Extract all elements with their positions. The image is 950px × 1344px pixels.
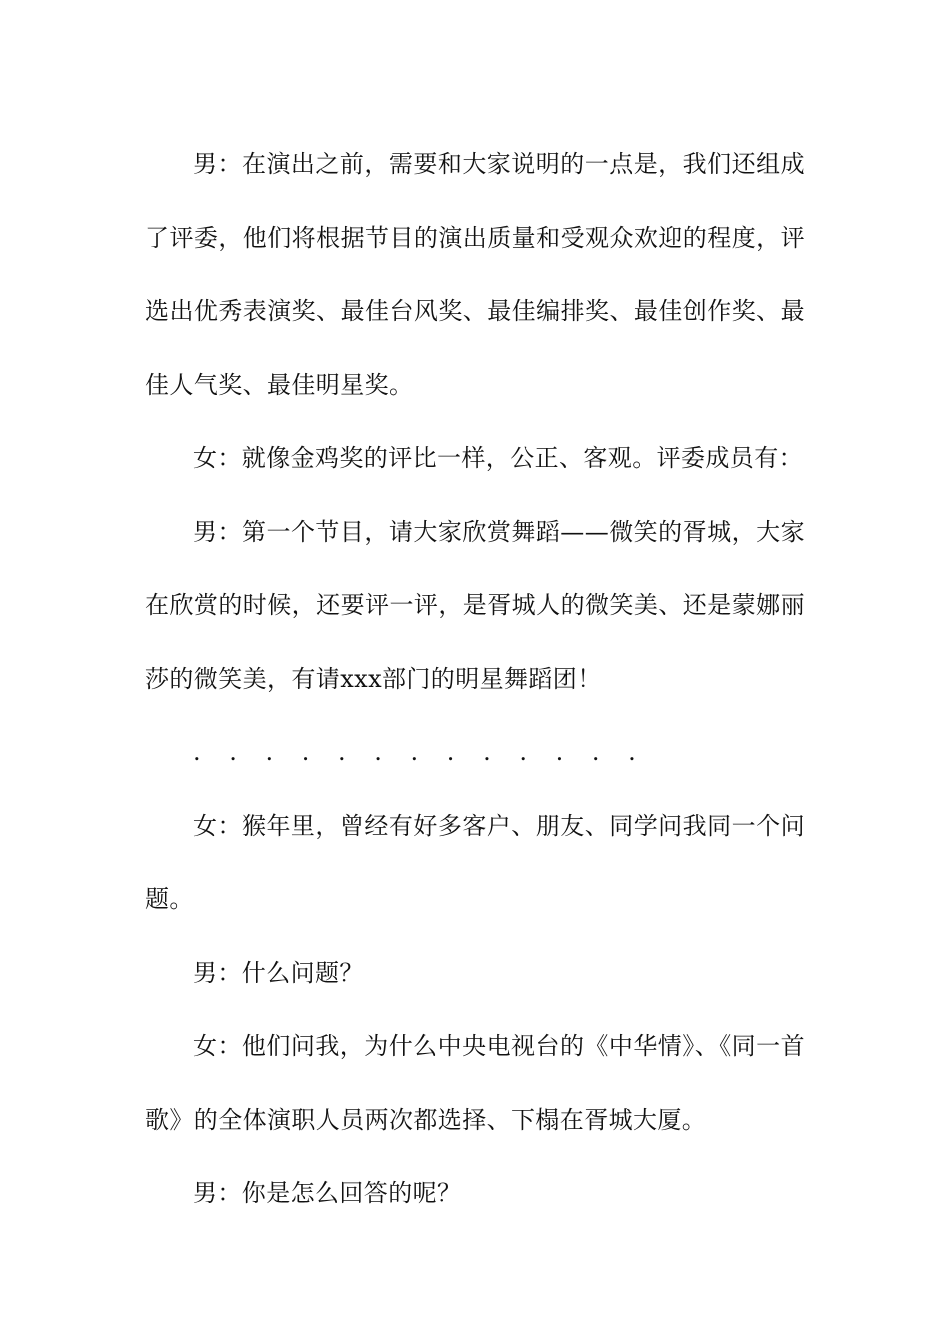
- paragraph-male-announcement: 男：在演出之前，需要和大家说明的一点是，我们还组成了评委，他们将根据节目的演出质量和受观众欢迎的程度，评选出优秀表演奖、最佳台风奖、最佳编排奖、最佳创作奖、最佳人气奖、最佳明星奖。: [145, 150, 805, 399]
- paragraph-female-judges: 女：就像金鸡奖的评比一样，公正、客观。评委成员有：: [193, 444, 803, 472]
- ellipsis-separator: . . . . . . . . . . . . .: [193, 738, 647, 766]
- paragraph-male-answer: 男：你是怎么回答的呢？: [193, 1179, 462, 1207]
- paragraph-male-what-question: 男：什么问题？: [193, 958, 364, 987]
- paragraph-male-first-program: 男：第一个节目，请大家欣赏舞蹈——微笑的胥城，大家在欣赏的时候，还要评一评，是胥城人的微笑美、还是蒙娜丽莎的微笑美，有请xxx部门的明星舞蹈团！: [145, 517, 805, 693]
- document-body: [145, 128, 805, 1231]
- paragraph-female-cctv: 女：他们问我，为什么中央电视台的《中华情》、《同一首歌》的全体演职人员两次都选择、下榻在胥城大厦。: [145, 1032, 805, 1134]
- paragraph-female-question: 女：猴年里，曾经有好多客户、朋友、同学问我同一个问题。: [145, 811, 805, 913]
